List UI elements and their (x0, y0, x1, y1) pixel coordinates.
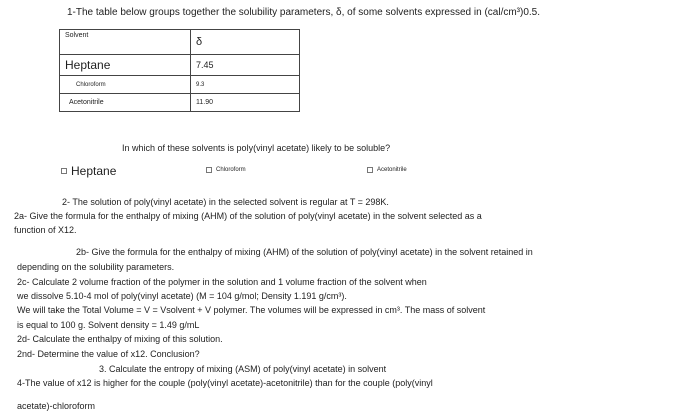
question-3: 3. Calculate the entropy of mixing (ASM) of poly(vinyl acetate) in solvent (99, 364, 387, 374)
header-solvent: Solvent (60, 30, 191, 55)
question-2a-cont: function of X12. (14, 225, 77, 235)
question-2c-cont-1: we dissolve 5.10-4 mol of poly(vinyl acetate) (M = 104 g/mol; Density 1.191 g/cm³). (17, 291, 347, 301)
solubility-table (59, 29, 300, 112)
option-checkbox[interactable] (61, 168, 67, 174)
question-2nd: 2nd- Determine the value of x12. Conclusion? (17, 349, 200, 359)
table-row (60, 76, 300, 94)
question-2c-cont-3: is equal to 100 g. Solvent density = 1.49 g/mL (17, 320, 200, 330)
solubility-question: In which of these solvents is poly(vinyl acetate) likely to be soluble? (122, 143, 391, 153)
option-label: Chloroform (216, 167, 246, 173)
solvent-name: Heptane (60, 55, 191, 76)
option-heptane[interactable] (61, 164, 116, 178)
delta-value: 9.3 (191, 76, 300, 94)
question-2c-cont-2: We will take the Total Volume = V = Vsolvent + V polymer. The volumes will be expressed in cm³. The mass of solvent (17, 305, 486, 315)
question-1-title: 1-The table below groups together the solubility parameters, δ, of some solvents expressed in (cal/cm³)0.5. (67, 7, 541, 18)
delta-value: 7.45 (191, 55, 300, 76)
question-2c: 2c- Calculate 2 volume fraction of the polymer in the solution and 1 volume fraction of the solvent when (17, 277, 427, 287)
table-row (60, 55, 300, 76)
option-label: Acetonitrile (377, 167, 407, 173)
question-2: 2- The solution of poly(vinyl acetate) in the selected solvent is regular at T = 298K. (62, 197, 389, 207)
option-chloroform[interactable] (206, 167, 246, 173)
question-2d: 2d- Calculate the enthalpy of mixing of this solution. (17, 334, 223, 344)
question-4: 4-The value of x12 is higher for the couple (poly(vinyl acetate)-acetonitrile) than for the couple (poly(vinyl (17, 378, 433, 388)
solvent-name: Acetonitrile (60, 94, 191, 112)
option-label: Heptane (71, 164, 117, 178)
option-checkbox[interactable] (367, 167, 373, 173)
header-delta: δ (191, 30, 300, 55)
table-row (60, 94, 300, 112)
option-checkbox[interactable] (206, 167, 212, 173)
option-acetonitrile[interactable] (367, 167, 407, 173)
delta-value: 11.90 (191, 94, 300, 112)
table-header-row (60, 30, 300, 55)
question-2b: 2b- Give the formula for the enthalpy of mixing (AHM) of the solution of poly(vinyl acetate) in the solvent retained in (76, 247, 533, 257)
question-4-cont: acetate)-chloroform (17, 401, 96, 411)
question-2a: 2a- Give the formula for the enthalpy of mixing (AHM) of the solution of poly(vinyl acetate) in the solvent selected as a (14, 211, 482, 221)
question-2b-cont: depending on the solubility parameters. (17, 262, 175, 272)
solvent-name: Chloroform (60, 76, 191, 94)
